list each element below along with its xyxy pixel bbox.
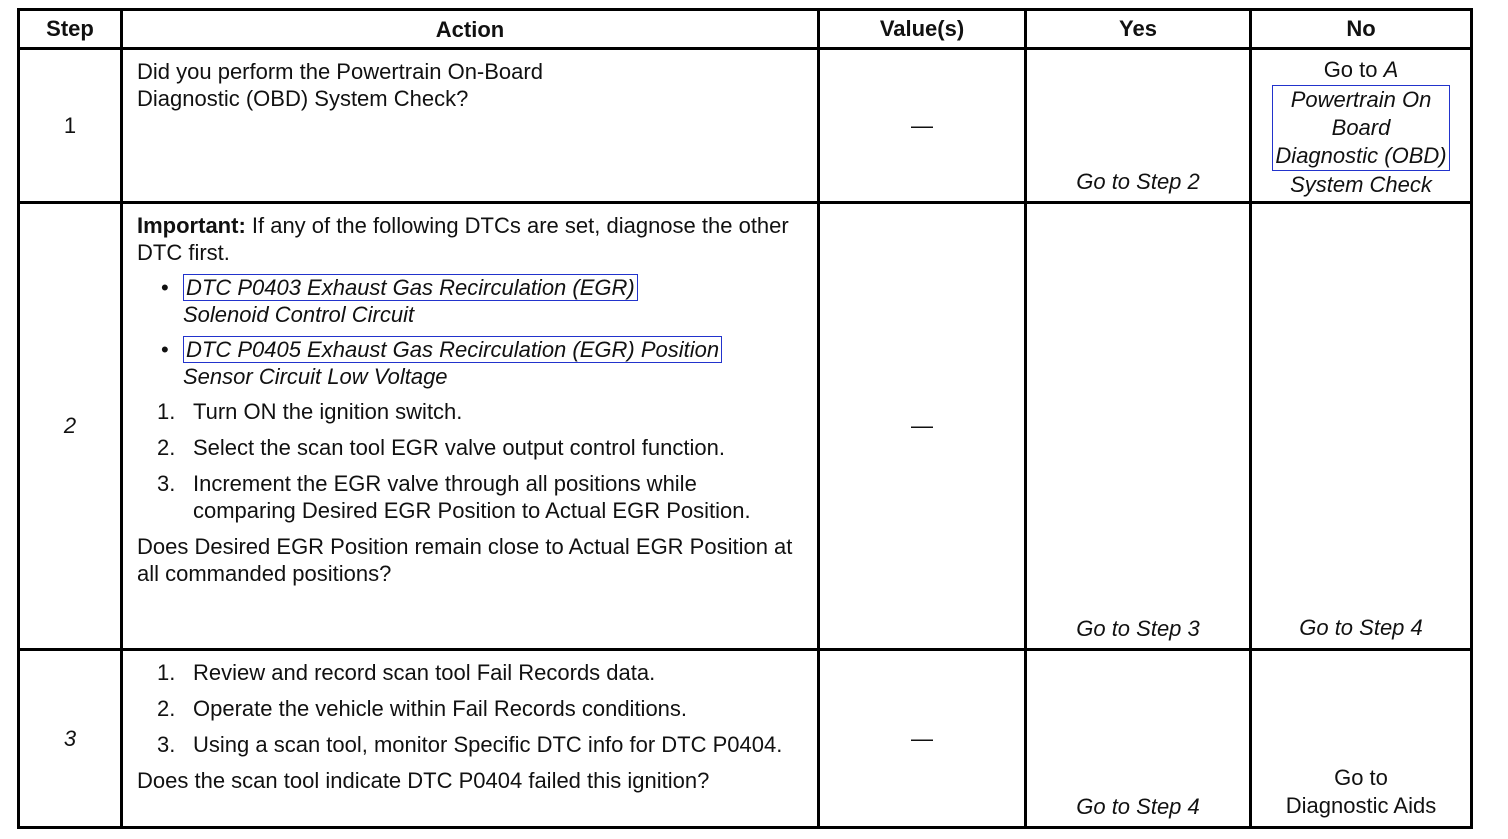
header-no: No	[1251, 10, 1472, 49]
no-cell	[1251, 49, 1472, 203]
list-item	[157, 434, 803, 461]
procedure-steps	[157, 398, 803, 524]
step-num: 3.	[157, 732, 176, 757]
dtc-list	[159, 274, 803, 390]
link-line: System Check	[1290, 172, 1432, 197]
dtc-link-continuation: Solenoid Control Circuit	[183, 302, 415, 327]
question-text: Does Desired EGR Position remain close to Actual EGR Position at all commanded positions?	[137, 534, 793, 586]
step-text: Turn ON the ignition switch.	[193, 399, 463, 424]
dtc-link-continuation: Sensor Circuit Low Voltage	[183, 364, 448, 389]
bullet: •	[161, 337, 169, 362]
dtc-p0403-link[interactable]: DTC P0403 Exhaust Gas Recirculation (EGR)	[183, 274, 638, 301]
value-cell: —	[819, 203, 1026, 650]
list-item	[157, 470, 803, 524]
action-cell	[122, 650, 819, 828]
step-num: 3.	[157, 471, 176, 496]
step-text: Review and record scan tool Fail Records data.	[193, 660, 656, 685]
step-text: Select the scan tool EGR valve output control function.	[193, 435, 725, 460]
action-text: Diagnostic (OBD) System Check?	[137, 86, 469, 111]
table-row	[19, 203, 1472, 650]
bullet: •	[161, 275, 169, 300]
value-cell: —	[819, 650, 1026, 828]
no-a: A	[1383, 57, 1399, 82]
important-label: Important:	[137, 213, 246, 238]
action-cell	[122, 203, 819, 650]
link-line: Diagnostic (OBD)	[1275, 143, 1447, 168]
table-row	[19, 650, 1472, 828]
step-num: 2.	[157, 696, 176, 721]
list-item	[157, 659, 803, 686]
list-item	[157, 731, 803, 758]
header-values: Value(s)	[819, 10, 1026, 49]
list-item	[159, 336, 803, 390]
yes-goto-step-4-link[interactable]: Go to Step 4	[1026, 650, 1251, 828]
step-num: 1.	[157, 660, 176, 685]
step-num: 1.	[157, 399, 176, 424]
step-text: Using a scan tool, monitor Specific DTC info for DTC P0404.	[193, 732, 783, 757]
table-row	[19, 49, 1472, 203]
diagnostic-table	[17, 8, 1473, 829]
yes-goto-step-3-link[interactable]: Go to Step 3	[1026, 203, 1251, 650]
procedure-steps	[157, 659, 803, 758]
no-line: Diagnostic Aids	[1285, 793, 1437, 818]
value-cell: —	[819, 49, 1026, 203]
header-row	[19, 10, 1472, 49]
important-text: If any of the following DTCs are set, diagnose the other DTC first.	[137, 213, 789, 265]
list-item	[159, 274, 803, 328]
no-goto-diagnostic-aids-link[interactable]	[1251, 650, 1472, 828]
step-number: 3	[19, 650, 122, 828]
no-prefix: Go to	[1323, 57, 1378, 82]
step-text: Increment the EGR valve through all positions while comparing Desired EGR Position to Actual EGR Position.	[193, 471, 751, 523]
link-line: Board	[1331, 115, 1391, 140]
header-yes: Yes	[1026, 10, 1251, 49]
obd-system-check-link[interactable]	[1272, 85, 1449, 171]
action-cell	[122, 49, 819, 203]
list-item	[157, 398, 803, 425]
link-line: Powertrain On	[1290, 87, 1432, 112]
step-num: 2.	[157, 435, 176, 460]
no-goto-text	[1252, 56, 1470, 84]
step-number: 2	[19, 203, 122, 650]
step-text: Operate the vehicle within Fail Records conditions.	[193, 696, 688, 721]
no-goto-step-4-link[interactable]: Go to Step 4	[1251, 203, 1472, 650]
dtc-p0405-link[interactable]: DTC P0405 Exhaust Gas Recirculation (EGR) Position	[183, 336, 722, 363]
yes-goto-step-2-link[interactable]: Go to Step 2	[1026, 49, 1251, 203]
list-item	[157, 695, 803, 722]
header-step: Step	[19, 10, 122, 49]
step-number: 1	[19, 49, 122, 203]
header-action: Action	[122, 10, 819, 49]
action-text: Did you perform the Powertrain On-Board	[137, 59, 543, 84]
no-line: Go to	[1334, 765, 1388, 790]
question-text: Does the scan tool indicate DTC P0404 failed this ignition?	[137, 768, 710, 793]
important-note	[137, 212, 803, 266]
